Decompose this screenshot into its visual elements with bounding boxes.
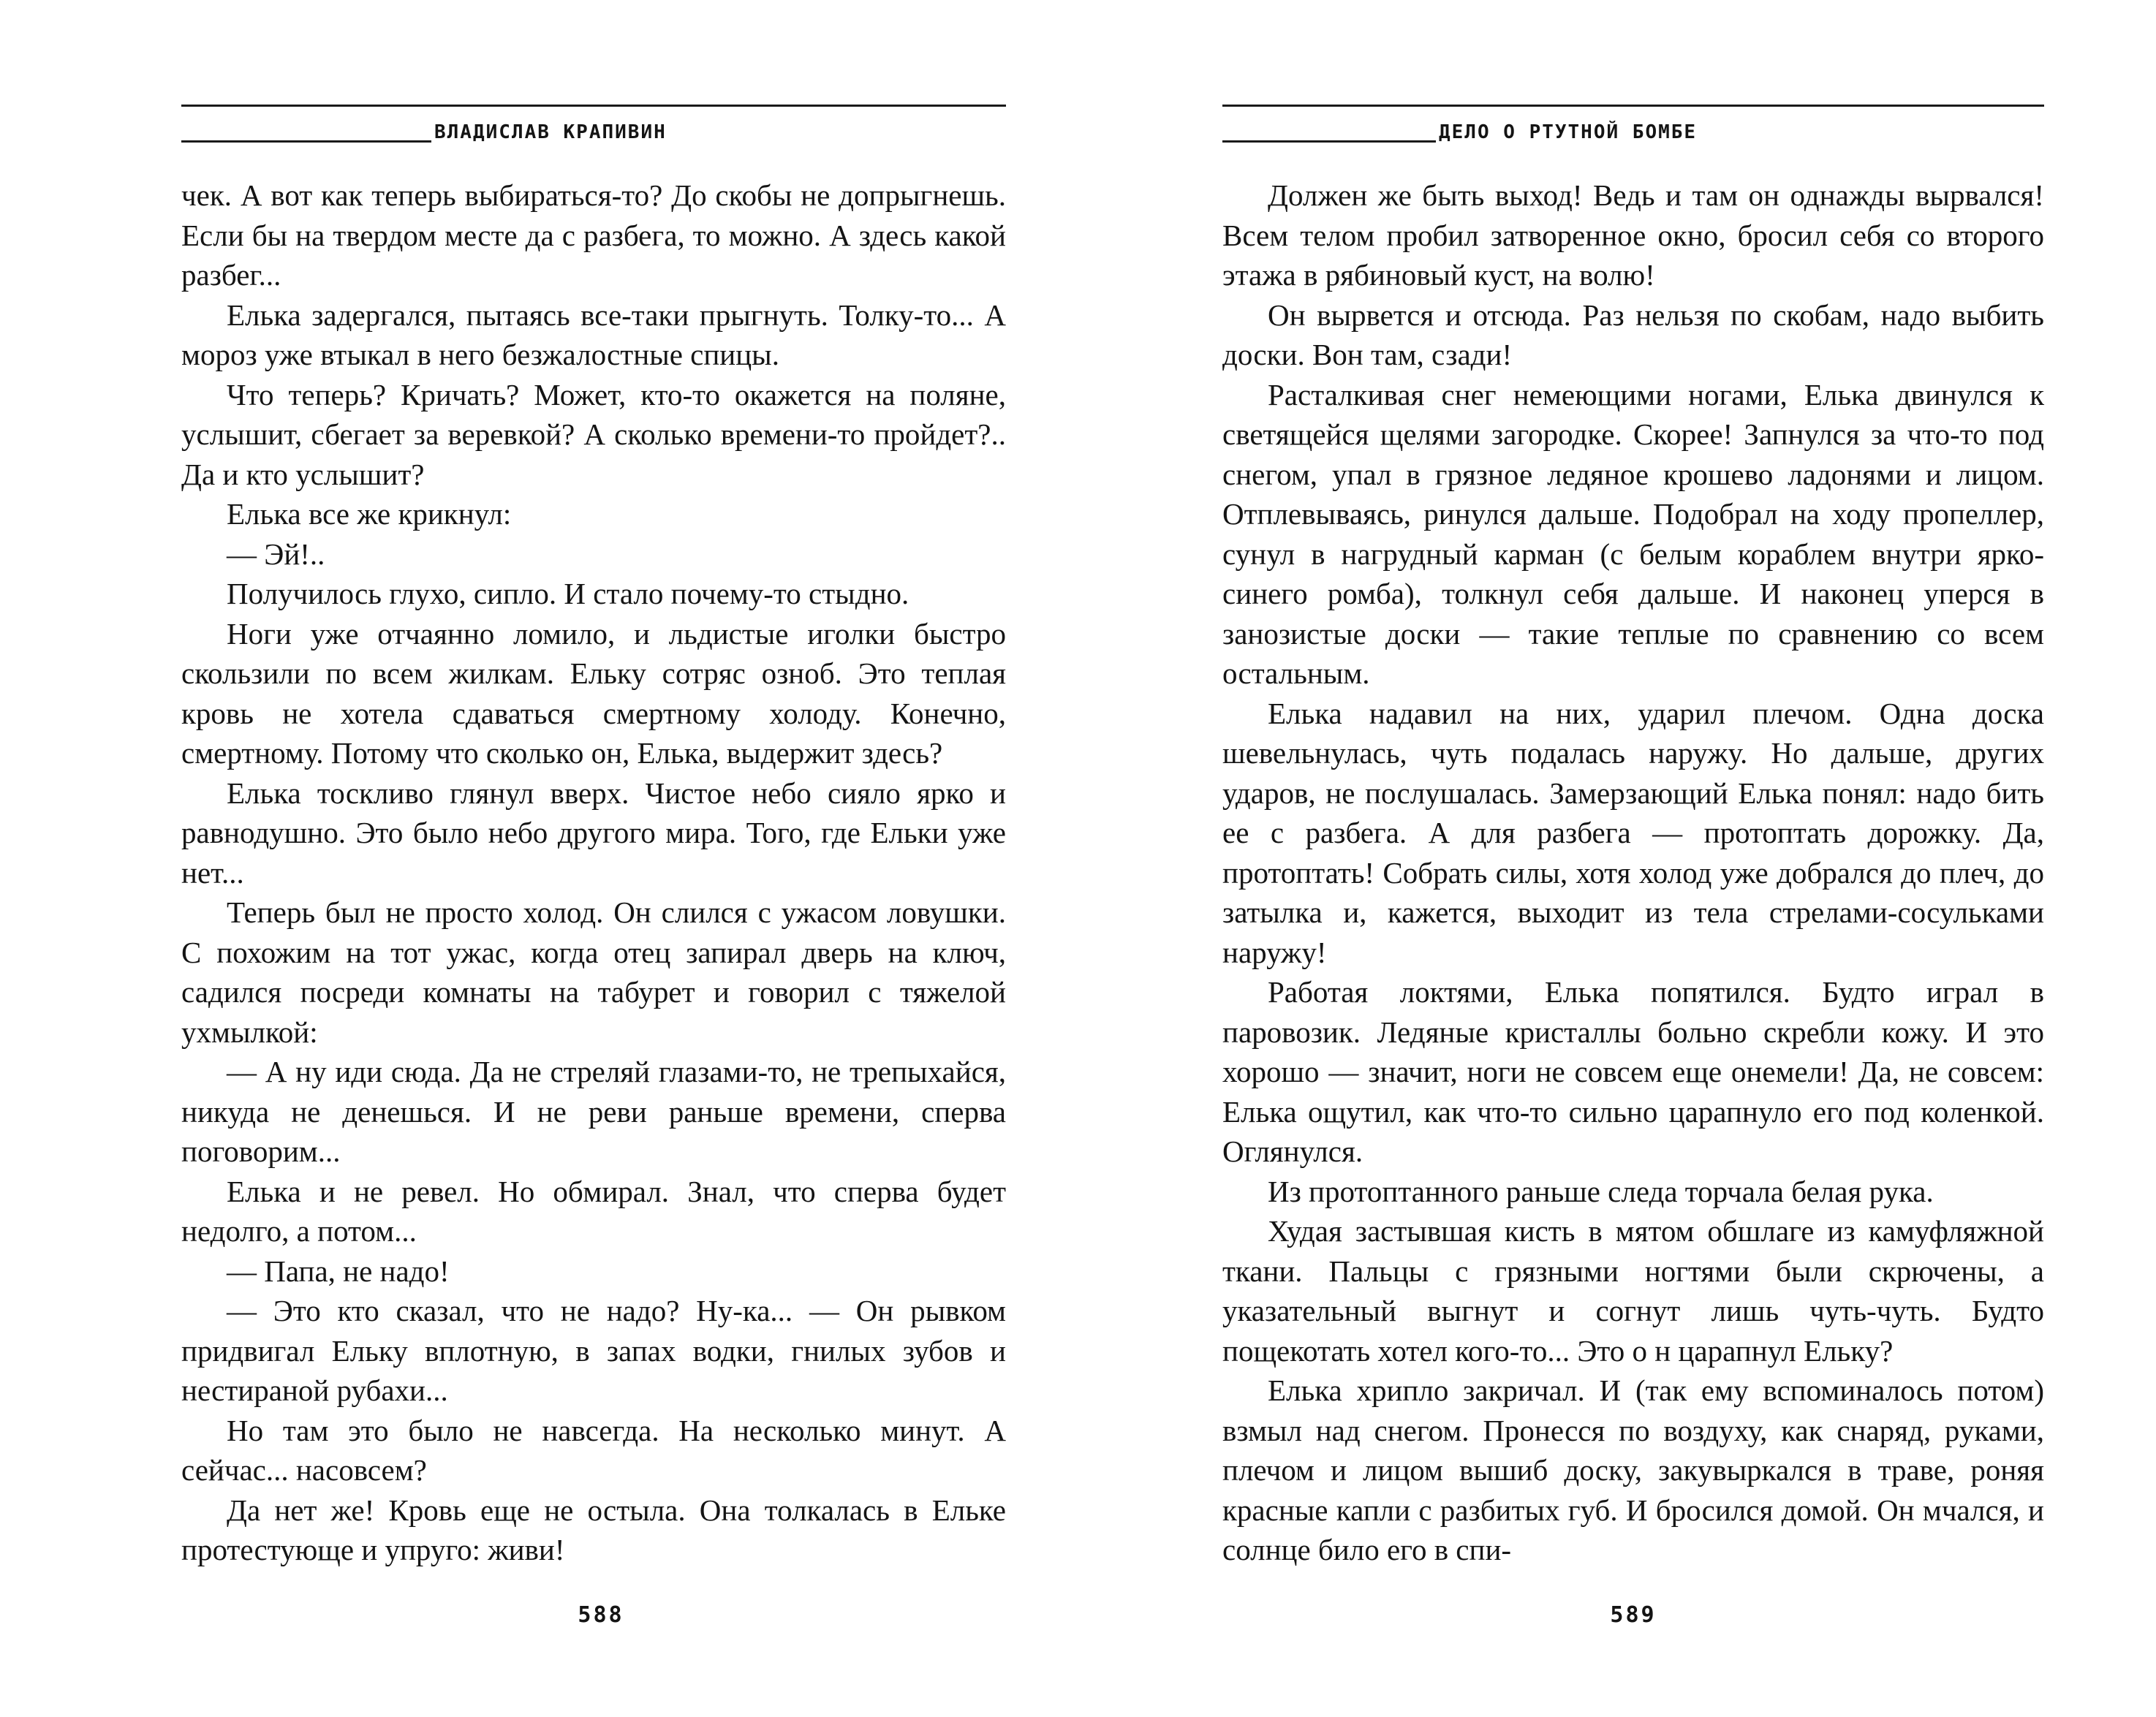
body-text	[181, 175, 1006, 1570]
paragraph: Он вырвется и отсюда. Раз нельзя по скобам, надо выбить доски. Вон там, сзади!	[1222, 297, 2044, 371]
running-header	[1222, 121, 2044, 143]
running-head-title: ДЕЛО О РТУТНОЙ БОМБЕ	[1439, 121, 1698, 143]
paragraph: Елька надавил на них, ударил плечом. Одна доска шевельнулась, чуть подалась наружу. Но дальше, других ударов, не послушалась. Замерзающий Елька понял: надо бить ее с разбега. А для разбега — протоптать дорожку. Да, протоптать! Собрать силы, хотя холод уже добрался до плеч, до затылка и, кажется, выходит из тела стрелами-сосульками наружу!	[1222, 696, 2044, 969]
paragraph: — Эй!..	[227, 537, 325, 571]
paragraph: Елька и не ревел. Но обмирал. Знал, что сперва будет недолго, а потом...	[181, 1174, 1006, 1248]
paragraph: Теперь был не просто холод. Он слился с ужасом ловушки. С похожим на тот ужас, когда отец запирал дверь на ключ, садился посреди комнаты на табурет и говорил с тяжелой ухмылкой:	[181, 895, 1006, 1049]
paragraph: Елька задергался, пытаясь все-таки прыгнуть. Толку-то... А мороз уже втыкал в него безжалостные спицы.	[181, 297, 1006, 371]
right-page	[1222, 0, 2044, 1717]
paragraph: Да нет же! Кровь еще не остыла. Она толкалась в Ельке протестующе и упруго: живи!	[181, 1493, 1006, 1566]
paragraph: Из протоптанного раньше следа торчала белая рука.	[1268, 1174, 1934, 1208]
paragraph: Ноги уже отчаянно ломило, и льдистые иголки быстро скользили по всем жилкам. Ельку сотряс озноб. Это теплая кровь не хотела сдаваться смертному холоду. Конечно, смертному. Потому что сколько он, Елька, выдержит здесь?	[181, 616, 1006, 770]
header-rule	[181, 140, 431, 143]
header-rule	[1222, 140, 1436, 143]
paragraph: Что теперь? Кричать? Может, кто-то окажется на поляне, услышит, сбегает за веревкой? А сколько времени-то пройдет?.. Да и кто услышит?	[181, 377, 1006, 491]
top-rule	[181, 105, 1006, 107]
body-text	[1222, 175, 2044, 1570]
paragraph: Елька тоскливо глянул вверх. Чистое небо сияло ярко и равнодушно. Это было небо другого мира. Того, где Ельки уже нет...	[181, 776, 1006, 890]
paragraph: Но там это было не навсегда. На несколько минут. А сейчас... насовсем?	[181, 1413, 1006, 1487]
paragraph: Работая локтями, Елька попятился. Будто играл в паровозик. Ледяные кристаллы больно скребли кожу. И это хорошо — значит, ноги не совсем еще онемели! Да, не совсем: Елька ощутил, как что-то сильно царапнуло его под коленкой. Оглянулся.	[1222, 975, 2044, 1168]
running-head-author: ВЛАДИСЛАВ КРАПИВИН	[434, 121, 667, 143]
running-header	[181, 121, 1006, 143]
paragraph: Елька все же крикнул:	[227, 497, 512, 531]
paragraph: Худая застывшая кисть в мятом обшлаге из камуфляжной ткани. Пальцы с грязными ногтями были скрючены, а указательный выгнут и согнут лишь чуть-чуть. Будто пощекотать хотел кого-то... Это о н царапнул Ельку?	[1222, 1214, 2044, 1368]
paragraph: Расталкивая снег немеющими ногами, Елька двинулся к светящейся щелями загородке. Скорее! Запнулся за что-то под снегом, упал в грязное ледяное крошево ладонями и лицом. Отплевываясь, ринулся дальше. Подобрал на ходу пропеллер, сунул в нагрудный карман (с белым кораблем внутри ярко-синего ромба), толкнул себя дальше. И наконец уперся в занозистые доски — такие теплые по сравнению со всем остальным.	[1222, 377, 2044, 690]
top-rule	[1222, 105, 2044, 107]
paragraph: — А ну иди сюда. Да не стреляй глазами-то, не трепыхайся, никуда не денешься. И не реви раньше времени, сперва поговорим...	[181, 1055, 1006, 1168]
page-number: 589	[1610, 1602, 1657, 1628]
page-number: 588	[578, 1602, 624, 1628]
paragraph: Получилось глухо, сипло. И стало почему-то стыдно.	[227, 577, 909, 610]
paragraph: Должен же быть выход! Ведь и там он однажды вырвался! Всем телом пробил затворенное окно, бросил себя со второго этажа в рябиновый куст, на волю!	[1222, 178, 2044, 292]
paragraph: Елька хрипло закричал. И (так ему вспоминалось потом) взмыл над снегом. Пронесся по воздуху, как снаряд, руками, плечом и лицом вышиб доску, закувыркался в траве, роняя красные капли с разбитых губ. И бросился домой. Он мчался, и солнце било его в спи-	[1222, 1373, 2044, 1566]
left-page	[181, 0, 1006, 1717]
paragraph: — Папа, не надо!	[227, 1254, 450, 1288]
paragraph: чек. А вот как теперь выбираться-то? До скобы не допрыгнешь. Если бы на твердом месте да с разбега, то можно. А здесь какой разбег...	[181, 178, 1006, 292]
paragraph: — Это кто сказал, что не надо? Ну-ка... — Он рывком придвигал Ельку вплотную, в запах водки, гнилых зубов и нестираной рубахи...	[181, 1294, 1006, 1407]
